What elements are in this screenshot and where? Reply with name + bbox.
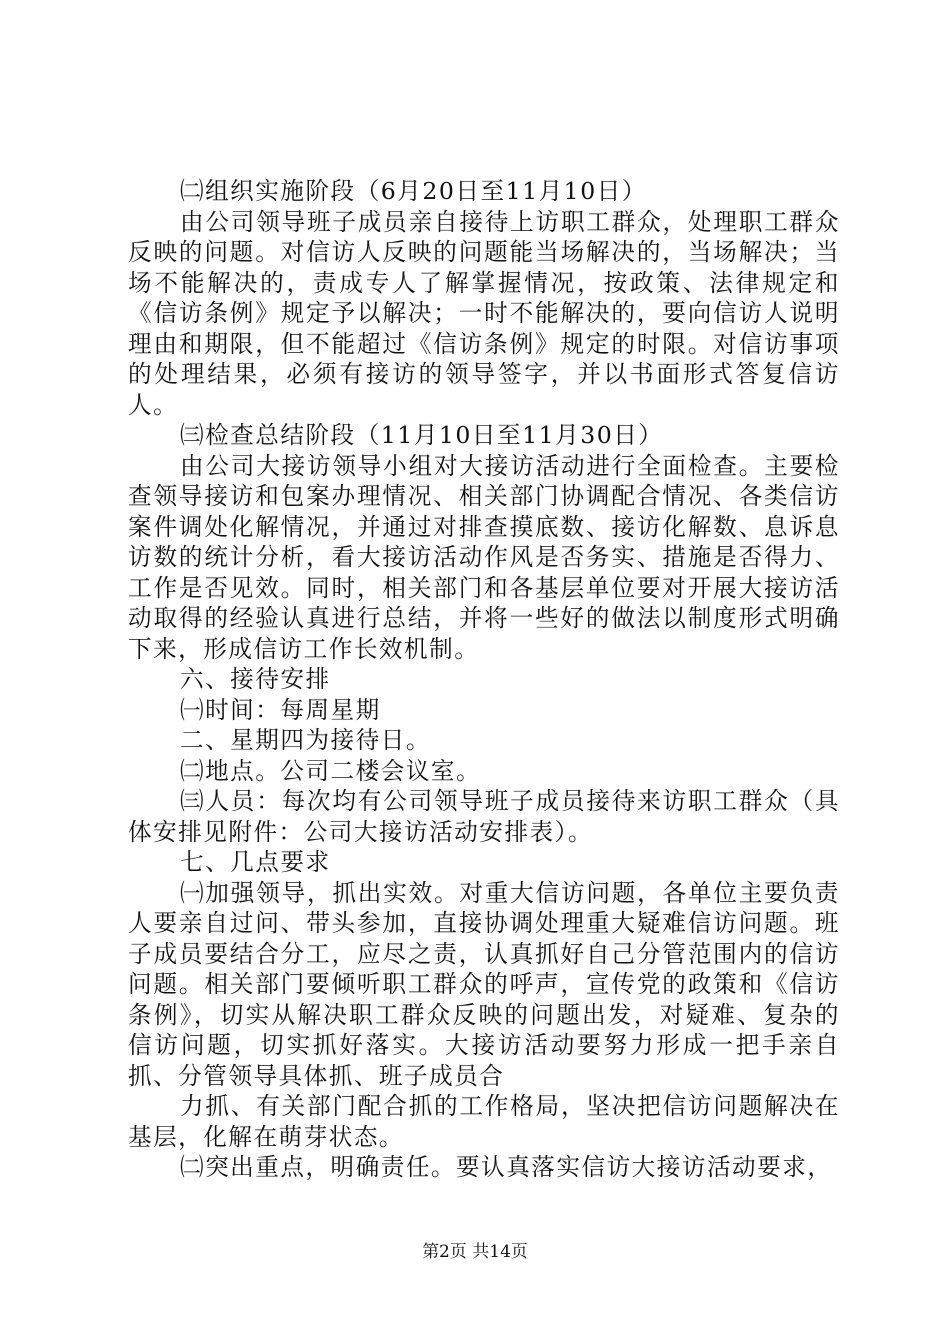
requirement-focus: ㈡突出重点，明确责任。要认真落实信访大接访活动要求， bbox=[180, 1153, 833, 1181]
section-heading-requirements: 七、几点要求 bbox=[180, 848, 331, 876]
section-heading-inspection: ㈢检查总结阶段（11月10日至11月30日） bbox=[180, 421, 664, 449]
reception-time: ㈠时间：每周星期 bbox=[180, 695, 381, 724]
requirement-leadership: ㈠加强领导，抓出实效。对重大信访问题，各单位主要负责人要亲自过问、带头参加，直接协调处理重大疑难信访问题。班子成员要结合分工，应尽之责，认真抓好自己分管范围内的信访问题。相关部门要倾听职工群众的呼声，宣传党的政策和《信访条例》，切实从解决职工群众反映的问题出发，对疑难、复杂的信访问题，切实抓好落实。大接访活动要努力形成一把手亲自抓、分管领导具体抓、班子成员合 bbox=[128, 878, 840, 1090]
reception-personnel: ㈢人员：每次均有公司领导班子成员接待来访职工群众（具体安排见附件：公司大接访活动安排表）。 bbox=[128, 787, 840, 846]
paragraph-implementation: 由公司领导班子成员亲自接待上访职工群众，处理职工群众反映的问题。对信访人反映的问题能当场解决的，当场解决；当场不能解决的，责成专人了解掌握情况，按政策、法律规定和《信访条例》规定予以解决；一时不能解决的，要向信访人说明理由和期限，但不能超过《信访条例》规定的时限。对信访事项的处理结果，必须有接访的领导签字，并以书面形式答复信访人。 bbox=[128, 207, 840, 419]
page-number-footer: 第2页 共14页 bbox=[422, 1242, 528, 1262]
reception-location: ㈡地点。公司二楼会议室。 bbox=[180, 756, 482, 785]
paragraph-inspection: 由公司大接访领导小组对大接访活动进行全面检查。主要检查领导接访和包案办理情况、相关部门协调配合情况、各类信访案件调处化解情况，并通过对排查摸底数、接访化解数、息诉息访数的统计分析，看大接访活动作风是否务实、措施是否得力、工作是否见效。同时，相关部门和各基层单位要对开展大接访活动取得的经验认真进行总结，并将一些好的做法以制度形式明确下来，形成信访工作长效机制。 bbox=[128, 451, 840, 663]
section-heading-reception: 六、接待安排 bbox=[180, 665, 331, 693]
reception-days: 二、星期四为接待日。 bbox=[180, 726, 431, 754]
section-heading-implementation: ㈡组织实施阶段（6月20日至11月10日） bbox=[180, 177, 647, 205]
requirement-leadership-continued: 力抓、有关部门配合抓的工作格局，坚决把信访问题解决在基层，化解在萌芽状态。 bbox=[128, 1092, 840, 1151]
document-body bbox=[128, 176, 840, 1183]
